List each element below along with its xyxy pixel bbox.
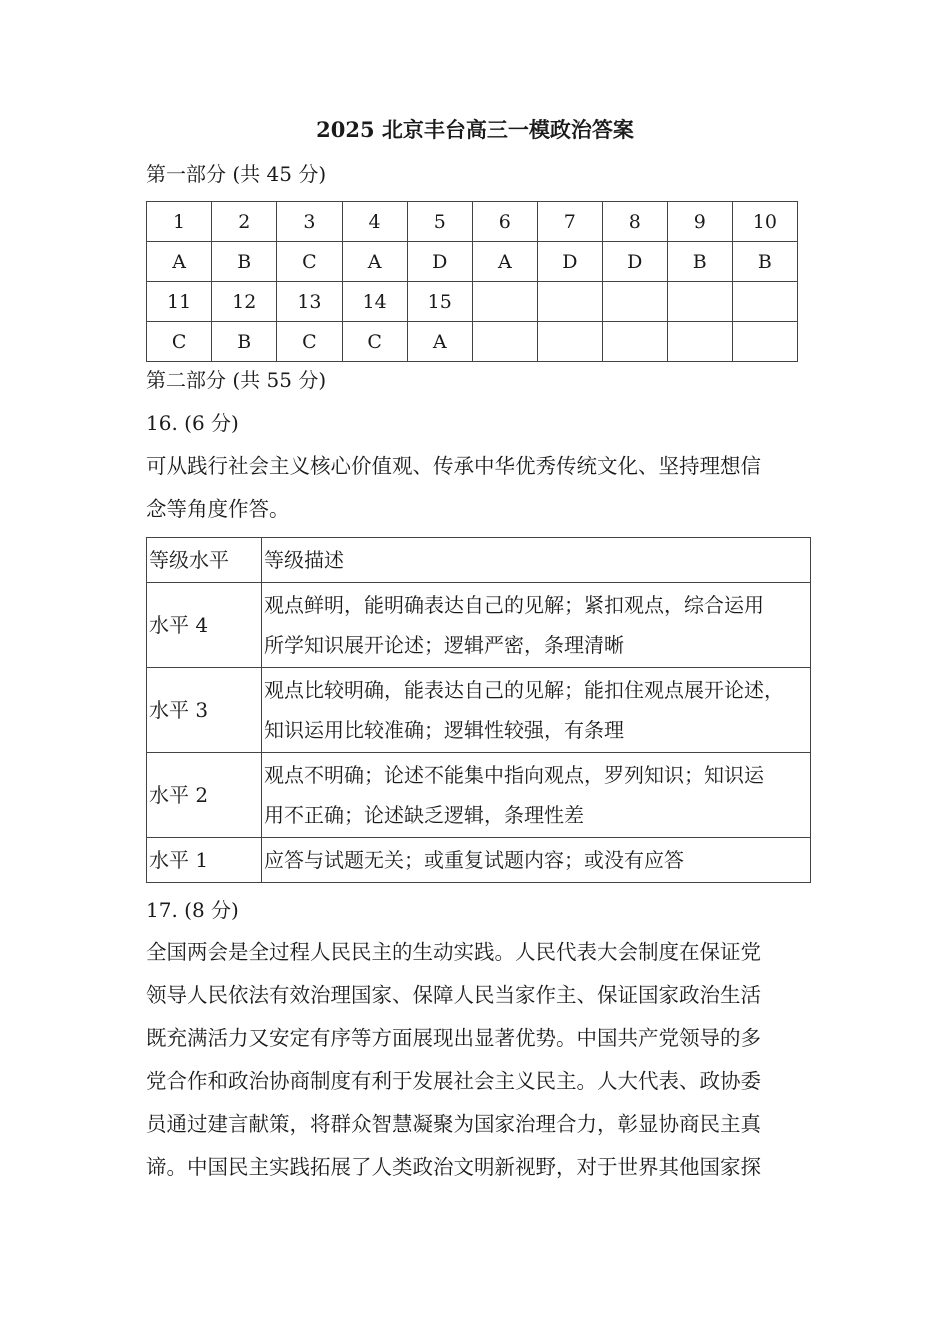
- rubric-row: [147, 838, 811, 883]
- question-number-cell: 14: [342, 282, 407, 322]
- q16-intro: [146, 445, 808, 531]
- question-number-cell: 6: [472, 202, 537, 242]
- rubric-desc: [262, 583, 811, 668]
- answer-cell: A: [147, 242, 212, 282]
- answer-cell: [732, 322, 797, 362]
- question-number-cell: 13: [277, 282, 342, 322]
- q17-answer: [146, 931, 808, 1189]
- answer-row: [147, 242, 798, 282]
- rubric-desc: [262, 753, 811, 838]
- question-number-row: [147, 202, 798, 242]
- answer-cell: D: [407, 242, 472, 282]
- answer-cell: D: [537, 242, 602, 282]
- answer-cell: C: [277, 242, 342, 282]
- rubric-desc-line: 用不正确；论述缺乏逻辑，条理性差: [264, 803, 584, 827]
- answer-cell: A: [407, 322, 472, 362]
- question-number-cell: [472, 282, 537, 322]
- rubric-desc-line: 观点鲜明，能明确表达自己的见解；紧扣观点，综合运用: [264, 593, 764, 617]
- rubric-level: 水平 4: [147, 583, 262, 668]
- rubric-header-desc: 等级描述: [262, 538, 811, 583]
- document-title: 2025 北京丰台高三一模政治答案: [316, 117, 634, 142]
- answer-cell: B: [667, 242, 732, 282]
- q16-heading: 16. (6 分): [146, 411, 239, 435]
- q16-intro-line: 念等角度作答。: [146, 497, 290, 521]
- q17-line: 谛。中国民主实践拓展了人类政治文明新视野，对于世界其他国家探: [146, 1155, 761, 1179]
- answer-table: [146, 201, 798, 362]
- question-number-cell: [732, 282, 797, 322]
- rubric-row: [147, 753, 811, 838]
- q17-line: 党合作和政治协商制度有利于发展社会主义民主。人大代表、政协委: [146, 1069, 761, 1093]
- question-number-cell: 8: [602, 202, 667, 242]
- part2-heading: 第二部分 (共 55 分): [146, 368, 327, 392]
- q16-intro-line: 可从践行社会主义核心价值观、传承中华优秀传统文化、坚持理想信: [146, 454, 761, 478]
- answer-cell: C: [147, 322, 212, 362]
- answer-cell: D: [602, 242, 667, 282]
- rubric-row: [147, 583, 811, 668]
- question-number-cell: 15: [407, 282, 472, 322]
- rubric-desc-line: 应答与试题无关；或重复试题内容；或没有应答: [264, 848, 684, 872]
- rubric-desc-line: 所学知识展开论述；逻辑严密，条理清晰: [264, 633, 624, 657]
- answer-cell: [667, 322, 732, 362]
- q17-line: 领导人民依法有效治理国家、保障人民当家作主、保证国家政治生活: [146, 983, 761, 1007]
- answer-cell: B: [212, 322, 277, 362]
- answer-cell: [602, 322, 667, 362]
- answer-cell: C: [342, 322, 407, 362]
- rubric-desc-line: 观点不明确；论述不能集中指向观点，罗列知识；知识运: [264, 763, 764, 787]
- answer-row: [147, 322, 798, 362]
- q17-heading: 17. (8 分): [146, 898, 239, 922]
- rubric-desc: [262, 668, 811, 753]
- question-number-cell: 7: [537, 202, 602, 242]
- rubric-level: 水平 1: [147, 838, 262, 883]
- question-number-cell: 1: [147, 202, 212, 242]
- rubric-level: 水平 2: [147, 753, 262, 838]
- rubric-desc-line: 观点比较明确，能表达自己的见解；能扣住观点展开论述，: [264, 678, 784, 702]
- question-number-row: [147, 282, 798, 322]
- rubric-row: [147, 668, 811, 753]
- rubric-level: 水平 3: [147, 668, 262, 753]
- q17-line: 既充满活力又安定有序等方面展现出显著优势。中国共产党领导的多: [146, 1026, 761, 1050]
- question-number-cell: 3: [277, 202, 342, 242]
- question-number-cell: [602, 282, 667, 322]
- q17-line: 全国两会是全过程人民民主的生动实践。人民代表大会制度在保证党: [146, 940, 761, 964]
- q17-line: 员通过建言献策，将群众智慧凝聚为国家治理合力，彰显协商民主真: [146, 1112, 761, 1136]
- question-number-cell: 2: [212, 202, 277, 242]
- answer-cell: C: [277, 322, 342, 362]
- answer-cell: A: [472, 242, 537, 282]
- answer-cell: [537, 322, 602, 362]
- question-number-cell: 12: [212, 282, 277, 322]
- answer-cell: A: [342, 242, 407, 282]
- rubric-header-level: 等级水平: [147, 538, 262, 583]
- rubric-header-row: [147, 538, 811, 583]
- question-number-cell: 11: [147, 282, 212, 322]
- question-number-cell: 10: [732, 202, 797, 242]
- rubric-table: [146, 537, 811, 883]
- question-number-cell: [667, 282, 732, 322]
- question-number-cell: [537, 282, 602, 322]
- question-number-cell: 9: [667, 202, 732, 242]
- rubric-desc-line: 知识运用比较准确；逻辑性较强，有条理: [264, 718, 624, 742]
- answer-cell: [472, 322, 537, 362]
- answer-cell: B: [732, 242, 797, 282]
- question-number-cell: 4: [342, 202, 407, 242]
- rubric-desc: [262, 838, 811, 883]
- question-number-cell: 5: [407, 202, 472, 242]
- answer-cell: B: [212, 242, 277, 282]
- part1-heading: 第一部分 (共 45 分): [146, 162, 327, 186]
